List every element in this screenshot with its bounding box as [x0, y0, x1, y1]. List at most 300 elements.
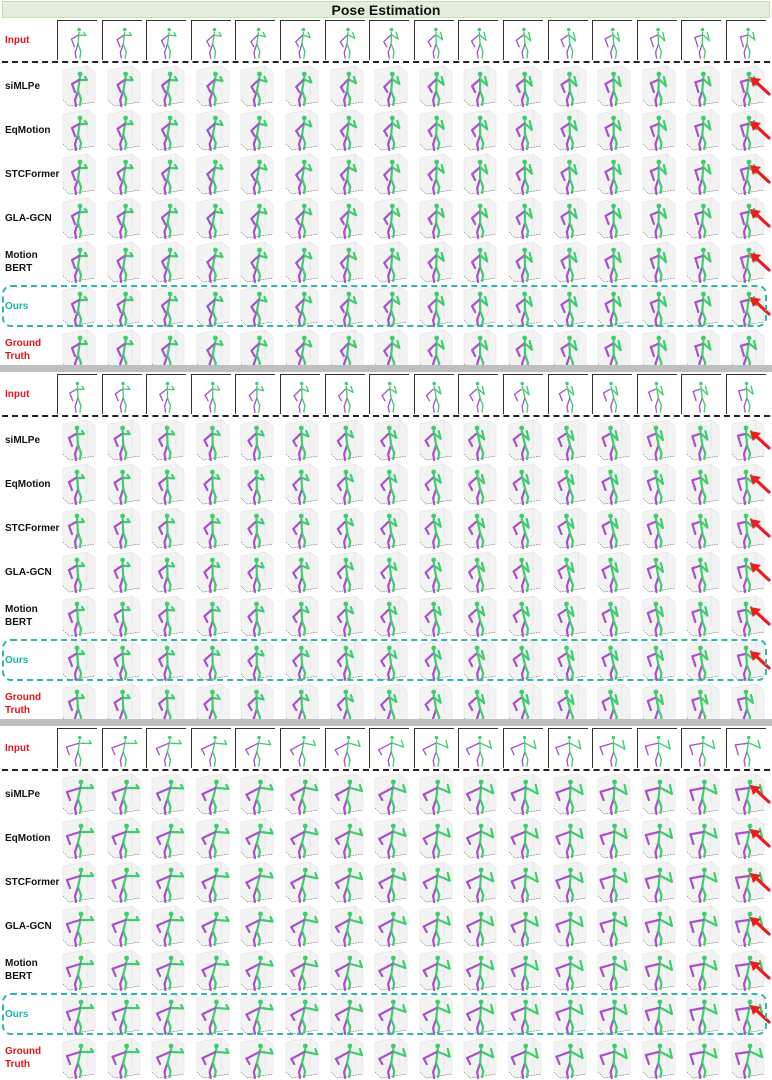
pose-frame	[235, 462, 277, 506]
frame-strip	[57, 108, 772, 152]
pose-frame	[592, 860, 634, 904]
row-stcformer	[0, 860, 772, 904]
pose-frame	[503, 240, 545, 284]
pose-frame	[637, 816, 679, 860]
pose-frame	[414, 240, 456, 284]
pose-frame	[57, 816, 99, 860]
pose-frame	[414, 904, 456, 948]
input-frame	[681, 20, 721, 60]
row-eqmotion	[0, 462, 772, 506]
pose-frame	[102, 108, 144, 152]
pose-frame	[146, 1036, 188, 1080]
pose-frame	[325, 240, 367, 284]
pose-frame	[681, 948, 723, 992]
pose-frame	[637, 594, 679, 638]
pose-frame	[102, 594, 144, 638]
pose-frame	[503, 506, 545, 550]
block-separator-1	[0, 365, 772, 372]
pose-frame	[637, 506, 679, 550]
row-motionbert	[0, 948, 772, 992]
pose-frame	[369, 948, 411, 992]
input-frame	[57, 374, 97, 414]
pose-frame	[414, 108, 456, 152]
pose-frame	[548, 594, 590, 638]
input-frame	[146, 728, 186, 768]
frame-strip	[57, 240, 772, 284]
block-separator-2	[0, 719, 772, 726]
input-frame	[191, 374, 231, 414]
pose-frame	[325, 550, 367, 594]
pose-frame	[146, 772, 188, 816]
input-frame	[280, 728, 320, 768]
input-frame	[637, 374, 677, 414]
row-label-simlpe: siMLPe	[5, 422, 57, 458]
pose-frame	[681, 506, 723, 550]
pose-frame	[637, 1036, 679, 1080]
pose-frame	[146, 860, 188, 904]
input-frame	[458, 374, 498, 414]
pose-frame	[592, 904, 634, 948]
pose-frame	[57, 506, 99, 550]
pose-frame	[414, 860, 456, 904]
input-frame	[280, 20, 320, 60]
pose-frame	[548, 506, 590, 550]
input-frame	[503, 374, 543, 414]
pose-frame	[280, 108, 322, 152]
pose-frame	[681, 594, 723, 638]
pose-frame	[280, 772, 322, 816]
pose-frame	[146, 64, 188, 108]
row-label-motionbert: Motion BERT	[5, 244, 57, 280]
pose-frame	[592, 506, 634, 550]
pose-frame	[325, 816, 367, 860]
figure-title: Pose Estimation	[2, 1, 770, 18]
pose-frame	[637, 772, 679, 816]
pose-frame	[146, 462, 188, 506]
ours-highlight-box	[2, 285, 767, 327]
frame-strip	[57, 860, 772, 904]
highlight-arrow-icon	[749, 430, 771, 450]
pose-frame	[369, 1036, 411, 1080]
pose-frame	[235, 64, 277, 108]
pose-frame	[235, 904, 277, 948]
frame-strip	[57, 64, 772, 108]
pose-frame	[102, 860, 144, 904]
pose-frame	[191, 772, 233, 816]
pose-frame	[280, 550, 322, 594]
pose-frame	[146, 108, 188, 152]
row-label-input: Input	[5, 22, 57, 58]
highlight-arrow-icon	[749, 960, 771, 980]
pose-frame	[681, 64, 723, 108]
frame-strip	[57, 948, 772, 992]
row-label-simlpe: siMLPe	[5, 68, 57, 104]
pose-frame	[681, 816, 723, 860]
pose-frame	[548, 550, 590, 594]
pose-frame	[369, 816, 411, 860]
input-frame	[726, 728, 766, 768]
pose-frame	[57, 196, 99, 240]
frame-strip	[57, 1036, 772, 1080]
row-stcformer	[0, 506, 772, 550]
pose-frame	[57, 418, 99, 462]
input-divider	[2, 61, 770, 63]
pose-frame	[414, 196, 456, 240]
frame-strip	[57, 772, 772, 816]
pose-frame	[414, 462, 456, 506]
pose-frame	[503, 594, 545, 638]
pose-frame	[235, 506, 277, 550]
pose-frame	[637, 240, 679, 284]
pose-frame	[592, 64, 634, 108]
pose-frame	[592, 816, 634, 860]
highlight-arrow-icon	[749, 474, 771, 494]
pose-frame	[57, 240, 99, 284]
pose-frame	[325, 64, 367, 108]
pose-frame	[414, 418, 456, 462]
pose-frame	[369, 860, 411, 904]
pose-frame	[414, 772, 456, 816]
row-simlpe	[0, 64, 772, 108]
row-label-stcformer: STCFormer	[5, 510, 57, 546]
pose-frame	[414, 594, 456, 638]
pose-frame	[325, 904, 367, 948]
input-frame	[235, 20, 275, 60]
pose-frame	[458, 948, 500, 992]
pose-frame	[235, 772, 277, 816]
pose-frame	[325, 196, 367, 240]
row-label-ground-truth: Ground Truth	[5, 686, 57, 722]
row-motionbert	[0, 594, 772, 638]
pose-frame	[369, 64, 411, 108]
pose-frame	[503, 1036, 545, 1080]
pose-frame	[191, 948, 233, 992]
row-label-ground-truth: Ground Truth	[5, 332, 57, 368]
ours-highlight-box	[2, 993, 767, 1035]
row-label-ours: Ours	[5, 996, 57, 1032]
pose-frame	[458, 904, 500, 948]
frame-strip	[57, 816, 772, 860]
pose-frame	[592, 772, 634, 816]
pose-frame	[369, 240, 411, 284]
sequence-block-2	[0, 372, 772, 726]
pose-frame	[235, 196, 277, 240]
pose-frame	[146, 816, 188, 860]
input-frame	[414, 728, 454, 768]
pose-frame	[369, 506, 411, 550]
pose-frame	[548, 772, 590, 816]
pose-frame	[458, 108, 500, 152]
pose-frame	[458, 550, 500, 594]
row-label-input: Input	[5, 376, 57, 412]
input-frame	[548, 728, 588, 768]
row-label-gla-gcn: GLA-GCN	[5, 554, 57, 590]
pose-frame	[57, 860, 99, 904]
input-frame	[637, 728, 677, 768]
pose-frame	[102, 418, 144, 462]
row-label-stcformer: STCFormer	[5, 156, 57, 192]
pose-frame	[325, 108, 367, 152]
pose-frame	[146, 506, 188, 550]
pose-frame	[235, 152, 277, 196]
input-frame	[726, 374, 766, 414]
pose-frame	[503, 418, 545, 462]
input-frame	[369, 374, 409, 414]
pose-frame	[637, 64, 679, 108]
pose-frame	[726, 1036, 768, 1080]
input-frame	[637, 20, 677, 60]
pose-frame	[280, 462, 322, 506]
pose-frame	[325, 1036, 367, 1080]
input-frame	[592, 728, 632, 768]
input-frame	[414, 374, 454, 414]
frame-strip	[57, 904, 772, 948]
pose-frame	[280, 1036, 322, 1080]
pose-frame	[681, 772, 723, 816]
pose-frame	[503, 948, 545, 992]
pose-frame	[458, 196, 500, 240]
row-stcformer	[0, 152, 772, 196]
pose-frame	[592, 108, 634, 152]
pose-frame	[146, 152, 188, 196]
pose-frame	[102, 904, 144, 948]
pose-frame	[57, 1036, 99, 1080]
input-frame	[548, 374, 588, 414]
row-label-ground-truth: Ground Truth	[5, 1040, 57, 1076]
input-frame	[102, 20, 142, 60]
pose-frame	[325, 860, 367, 904]
pose-frame	[503, 816, 545, 860]
input-frame	[325, 20, 365, 60]
row-label-eqmotion: EqMotion	[5, 820, 57, 856]
pose-frame	[592, 550, 634, 594]
input-frame	[235, 728, 275, 768]
highlight-arrow-icon	[749, 518, 771, 538]
input-frame	[681, 374, 721, 414]
pose-frame	[146, 240, 188, 284]
row-label-simlpe: siMLPe	[5, 776, 57, 812]
pose-frame	[325, 462, 367, 506]
row-label-motionbert: Motion BERT	[5, 598, 57, 634]
frame-strip	[57, 196, 772, 240]
pose-frame	[637, 196, 679, 240]
pose-frame	[592, 948, 634, 992]
frame-strip	[57, 550, 772, 594]
pose-frame	[280, 418, 322, 462]
pose-frame	[57, 594, 99, 638]
pose-frame	[280, 506, 322, 550]
pose-frame	[325, 506, 367, 550]
highlight-arrow-icon	[749, 828, 771, 848]
pose-frame	[503, 108, 545, 152]
pose-frame	[458, 860, 500, 904]
pose-frame	[235, 860, 277, 904]
input-frame	[503, 20, 543, 60]
pose-frame	[280, 152, 322, 196]
row-label-motionbert: Motion BERT	[5, 952, 57, 988]
highlight-arrow-icon	[749, 208, 771, 228]
row-label-gla-gcn: GLA-GCN	[5, 200, 57, 236]
pose-frame	[503, 64, 545, 108]
pose-frame	[681, 152, 723, 196]
frame-strip	[57, 152, 772, 196]
pose-frame	[325, 152, 367, 196]
pose-frame	[280, 594, 322, 638]
pose-frame	[191, 904, 233, 948]
pose-frame	[503, 152, 545, 196]
pose-frame	[681, 550, 723, 594]
pose-frame	[57, 948, 99, 992]
pose-frame	[146, 594, 188, 638]
pose-frame	[458, 594, 500, 638]
pose-frame	[369, 196, 411, 240]
pose-frame	[57, 152, 99, 196]
row-simlpe	[0, 772, 772, 816]
row-label-ours: Ours	[5, 642, 57, 678]
pose-frame	[458, 506, 500, 550]
pose-frame	[592, 1036, 634, 1080]
highlight-arrow-icon	[749, 606, 771, 626]
highlight-arrow-icon	[749, 916, 771, 936]
row-label-gla-gcn: GLA-GCN	[5, 908, 57, 944]
pose-frame	[191, 1036, 233, 1080]
pose-frame	[548, 948, 590, 992]
pose-frame	[191, 240, 233, 284]
pose-frame	[191, 418, 233, 462]
frame-strip	[57, 462, 772, 506]
pose-frame	[592, 418, 634, 462]
pose-frame	[235, 594, 277, 638]
pose-frame	[458, 816, 500, 860]
pose-frame	[102, 240, 144, 284]
pose-frame	[637, 108, 679, 152]
pose-frame	[548, 860, 590, 904]
pose-frame	[548, 904, 590, 948]
highlight-arrow-icon	[749, 76, 771, 96]
pose-frame	[369, 594, 411, 638]
pose-frame	[369, 462, 411, 506]
pose-frame	[235, 1036, 277, 1080]
row-eqmotion	[0, 816, 772, 860]
pose-frame	[102, 506, 144, 550]
pose-frame	[191, 816, 233, 860]
pose-frame	[548, 462, 590, 506]
input-frame	[592, 20, 632, 60]
pose-frame	[681, 240, 723, 284]
pose-frame	[458, 240, 500, 284]
frame-strip	[57, 726, 772, 770]
input-frame	[57, 728, 97, 768]
pose-frame	[369, 418, 411, 462]
pose-frame	[414, 152, 456, 196]
input-frame	[146, 374, 186, 414]
highlight-arrow-icon	[749, 120, 771, 140]
input-frame	[592, 374, 632, 414]
pose-frame	[681, 462, 723, 506]
frame-strip	[57, 506, 772, 550]
input-frame	[325, 728, 365, 768]
pose-frame	[637, 904, 679, 948]
pose-frame	[146, 904, 188, 948]
pose-frame	[102, 816, 144, 860]
pose-frame	[369, 772, 411, 816]
pose-frame	[235, 948, 277, 992]
row-ground-truth	[0, 1036, 772, 1080]
pose-frame	[102, 152, 144, 196]
pose-frame	[280, 816, 322, 860]
row-label-ours: Ours	[5, 288, 57, 324]
pose-frame	[548, 152, 590, 196]
input-frame	[191, 728, 231, 768]
pose-frame	[592, 594, 634, 638]
input-frame	[681, 728, 721, 768]
pose-frame	[280, 240, 322, 284]
pose-frame	[191, 152, 233, 196]
input-divider	[2, 769, 770, 771]
pose-frame	[548, 196, 590, 240]
highlight-arrow-icon	[749, 784, 771, 804]
pose-frame	[146, 196, 188, 240]
pose-frame	[191, 108, 233, 152]
pose-frame	[280, 196, 322, 240]
input-frame	[102, 374, 142, 414]
pose-frame	[191, 64, 233, 108]
pose-frame	[235, 108, 277, 152]
pose-frame	[280, 904, 322, 948]
pose-frame	[458, 64, 500, 108]
pose-frame	[637, 550, 679, 594]
highlight-arrow-icon	[749, 252, 771, 272]
row-gla-gcn	[0, 196, 772, 240]
pose-frame	[458, 1036, 500, 1080]
frame-strip	[57, 594, 772, 638]
pose-frame	[146, 418, 188, 462]
input-divider	[2, 415, 770, 417]
pose-frame	[325, 418, 367, 462]
pose-frame	[325, 594, 367, 638]
row-input	[0, 372, 772, 416]
pose-frame	[592, 196, 634, 240]
pose-frame	[681, 196, 723, 240]
pose-frame	[503, 860, 545, 904]
pose-frame	[458, 462, 500, 506]
pose-frame	[681, 904, 723, 948]
pose-frame	[681, 860, 723, 904]
row-simlpe	[0, 418, 772, 462]
pose-frame	[414, 1036, 456, 1080]
pose-frame	[503, 550, 545, 594]
pose-frame	[414, 506, 456, 550]
pose-frame	[637, 948, 679, 992]
input-frame	[369, 20, 409, 60]
input-frame	[191, 20, 231, 60]
row-label-eqmotion: EqMotion	[5, 112, 57, 148]
pose-frame	[548, 418, 590, 462]
pose-frame	[146, 550, 188, 594]
pose-frame	[548, 64, 590, 108]
pose-frame	[280, 860, 322, 904]
row-input	[0, 726, 772, 770]
pose-frame	[592, 152, 634, 196]
input-frame	[102, 728, 142, 768]
pose-frame	[369, 904, 411, 948]
pose-frame	[102, 550, 144, 594]
pose-frame	[548, 816, 590, 860]
pose-frame	[102, 948, 144, 992]
pose-frame	[503, 196, 545, 240]
pose-frame	[414, 550, 456, 594]
pose-frame	[637, 418, 679, 462]
